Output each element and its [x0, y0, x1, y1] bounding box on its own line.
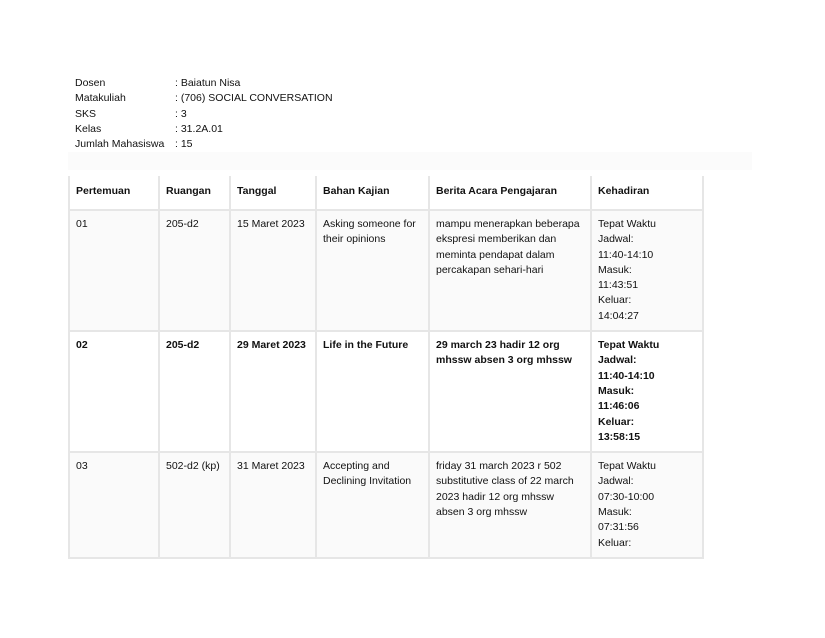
table-row — [69, 452, 703, 558]
header-pertemuan: Pertemuan — [69, 176, 159, 210]
header-kehadiran: Kehadiran — [591, 176, 703, 210]
kehadiran-masuk-value: 11:43:51 — [598, 279, 639, 292]
kehadiran-jadwal-label: Jadwal: — [598, 354, 637, 367]
course-info — [75, 76, 333, 152]
kehadiran-status: Tepat Waktu — [598, 460, 656, 473]
cell-berita-acara: 29 march 23 hadir 12 org mhssw absen 3 org mhssw — [429, 331, 591, 452]
cell-pertemuan: 01 — [69, 210, 159, 331]
cell-bahan-kajian: Asking someone for their opinions — [316, 210, 429, 331]
info-label: Kelas — [75, 122, 102, 135]
cell-ruangan: 205-d2 — [159, 210, 230, 331]
info-row-dosen: Dosen : Baiatun Nisa — [75, 76, 333, 91]
cell-kehadiran — [591, 452, 703, 558]
info-value: 31.2A.01 — [180, 122, 223, 135]
kehadiran-masuk-label: Masuk: — [598, 506, 632, 519]
info-label: Matakuliah — [75, 92, 126, 105]
info-label: Jumlah Mahasiswa — [75, 138, 165, 151]
header-bahan-kajian: Bahan Kajian — [316, 176, 429, 210]
cell-berita-acara: mampu menerapkan beberapa ekspresi memberikan dan meminta pendapat dalam percakapan sehari-hari — [429, 210, 591, 331]
info-value: Baiatun Nisa — [180, 77, 241, 89]
info-row-jumlah-mahasiswa: Jumlah Mahasiswa : 15 — [75, 137, 333, 152]
header-tanggal: Tanggal — [230, 176, 316, 210]
header-berita-acara: Berita Acara Pengajaran — [429, 176, 591, 210]
kehadiran-keluar-label: Keluar: — [598, 294, 632, 307]
info-row-matakuliah: Matakuliah : (706) SOCIAL CONVERSATION — [75, 91, 333, 106]
table-row — [69, 210, 703, 331]
kehadiran-jadwal-value: 11:40-14:10 — [598, 248, 654, 261]
table-row — [69, 331, 703, 452]
kehadiran-keluar-value: 14:04:27 — [598, 309, 639, 322]
kehadiran-masuk-label: Masuk: — [598, 263, 632, 276]
kehadiran-masuk-value: 07:31:56 — [598, 521, 639, 534]
cell-bahan-kajian: Life in the Future — [316, 331, 429, 452]
kehadiran-jadwal-label: Jadwal: — [598, 475, 634, 488]
kehadiran-masuk-label: Masuk: — [598, 384, 635, 397]
cell-tanggal: 29 Maret 2023 — [230, 331, 316, 452]
kehadiran-keluar-label: Keluar: — [598, 536, 632, 549]
divider-band — [68, 152, 752, 170]
cell-kehadiran — [591, 210, 703, 331]
kehadiran-masuk-value: 11:46:06 — [598, 400, 640, 413]
info-value: 3 — [180, 107, 187, 120]
kehadiran-jadwal-label: Jadwal: — [598, 233, 634, 246]
table-header-row — [69, 176, 703, 210]
kehadiran-jadwal-value: 07:30-10:00 — [598, 490, 655, 503]
cell-tanggal: 15 Maret 2023 — [230, 210, 316, 331]
cell-bahan-kajian: Accepting and Declining Invitation — [316, 452, 429, 558]
cell-ruangan: 205-d2 — [159, 331, 230, 452]
info-row-kelas: Kelas : 31.2A.01 — [75, 122, 333, 137]
cell-ruangan: 502-d2 (kp) — [159, 452, 230, 558]
info-value: 15 — [180, 138, 193, 151]
info-row-sks: SKS : 3 — [75, 107, 333, 122]
cell-berita-acara: friday 31 march 2023 r 502 substitutive class of 22 march 2023 hadir 12 org mhssw absen 3 org mhssw — [429, 452, 591, 558]
header-ruangan: Ruangan — [159, 176, 230, 210]
kehadiran-keluar-label: Keluar: — [598, 415, 635, 428]
attendance-table — [68, 176, 704, 559]
cell-kehadiran — [591, 331, 703, 452]
kehadiran-keluar-value: 13:58:15 — [598, 430, 641, 443]
kehadiran-status: Tepat Waktu — [598, 218, 656, 230]
cell-tanggal: 31 Maret 2023 — [230, 452, 316, 558]
kehadiran-jadwal-value: 11:40-14:10 — [598, 369, 655, 382]
cell-pertemuan: 03 — [69, 452, 159, 558]
kehadiran-status: Tepat Waktu — [598, 339, 660, 352]
cell-pertemuan: 02 — [69, 331, 159, 452]
info-value: (706) SOCIAL CONVERSATION — [180, 92, 333, 105]
info-label: SKS — [75, 107, 97, 120]
info-label: Dosen — [75, 77, 106, 89]
